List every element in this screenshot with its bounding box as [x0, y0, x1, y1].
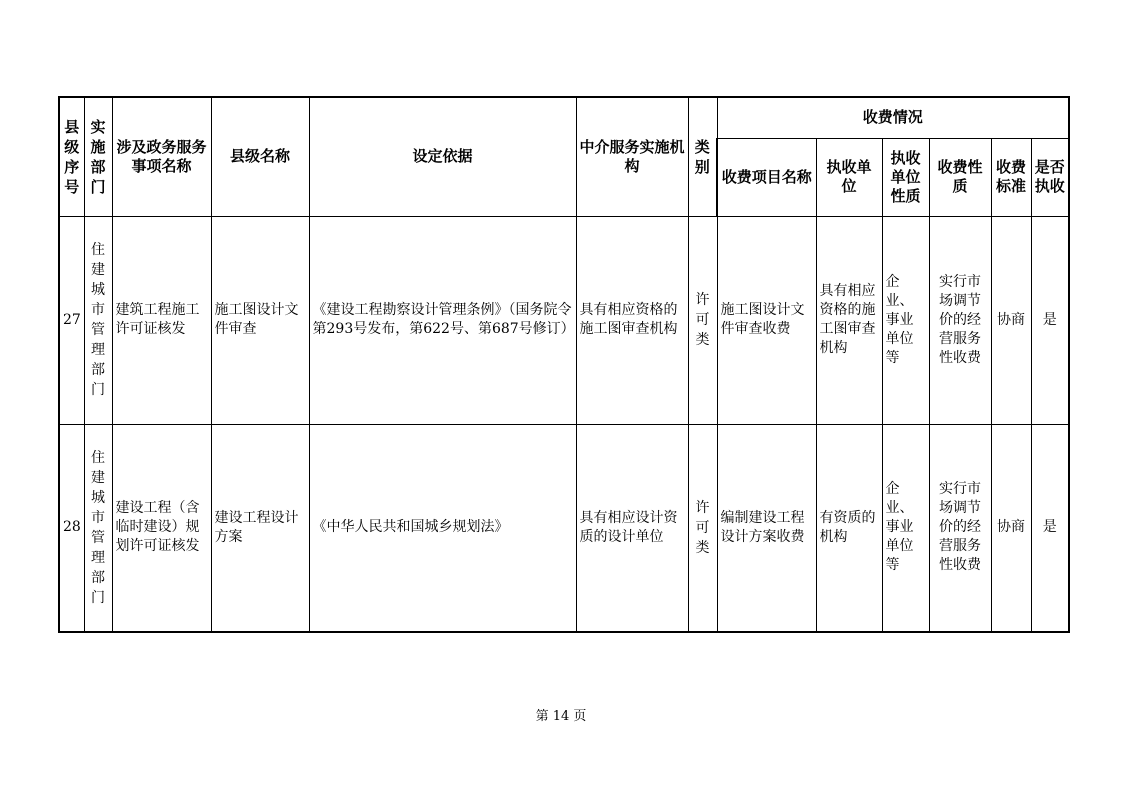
- cell-exec-unit: 有资质的机构: [816, 424, 882, 632]
- header-basis: 设定依据: [309, 97, 576, 216]
- cell-exec-nature: 企业、事业单位等: [882, 424, 929, 632]
- cell-dept: 住建城市管理部门: [84, 424, 112, 632]
- header-fee-nature: 收费性质: [929, 138, 991, 216]
- cell-category: 许可类: [688, 216, 717, 424]
- cell-is-collected: 是: [1031, 216, 1069, 424]
- cell-exec-unit: 具有相应资格的施工图审查机构: [816, 216, 882, 424]
- cell-agency: 具有相应资格的施工图审查机构: [576, 216, 688, 424]
- cell-category: 许可类: [688, 424, 717, 632]
- header-exec-unit: 执收单位: [816, 138, 882, 216]
- header-is-collected: 是否执收: [1031, 138, 1069, 216]
- cell-agency: 具有相应设计资质的设计单位: [576, 424, 688, 632]
- cell-fee-item: 编制建设工程设计方案收费: [717, 424, 816, 632]
- cell-dept: 住建城市管理部门: [84, 216, 112, 424]
- header-category: 类别: [688, 97, 717, 216]
- header-fee-standard: 收费标准: [991, 138, 1031, 216]
- page-number: 第 14 页: [535, 709, 587, 724]
- cell-fee-standard: 协商: [991, 216, 1031, 424]
- header-dept: 实施部门: [84, 97, 112, 216]
- cell-basis: 《中华人民共和国城乡规划法》: [309, 424, 576, 632]
- table-row: [59, 424, 1069, 632]
- cell-fee-nature: 实行市场调节价的经营服务性收费: [929, 216, 991, 424]
- header-item: 涉及政务服务事项名称: [112, 97, 211, 216]
- header-fee-group: 收费情况: [717, 97, 1069, 138]
- cell-seq: 27: [59, 216, 84, 424]
- cell-fee-standard: 协商: [991, 424, 1031, 632]
- cell-exec-nature: 企业、事业单位等: [882, 216, 929, 424]
- header-agency: 中介服务实施机构: [576, 97, 688, 216]
- cell-item: 建筑工程施工许可证核发: [112, 216, 211, 424]
- cell-county-name: 建设工程设计方案: [211, 424, 309, 632]
- header-county-name: 县级名称: [211, 97, 309, 216]
- cell-is-collected: 是: [1031, 424, 1069, 632]
- header-fee-item: 收费项目名称: [717, 138, 816, 216]
- cell-fee-nature: 实行市场调节价的经营服务性收费: [929, 424, 991, 632]
- cell-item: 建设工程（含临时建设）规划许可证核发: [112, 424, 211, 632]
- table-row: [59, 216, 1069, 424]
- cell-seq: 28: [59, 424, 84, 632]
- cell-county-name: 施工图设计文件审查: [211, 216, 309, 424]
- header-exec-nature: 执收单位性质: [882, 138, 929, 216]
- header-row-1: [59, 97, 1069, 138]
- fee-table: [58, 96, 1070, 633]
- header-seq: 县级序号: [59, 97, 84, 216]
- cell-basis: 《建设工程勘察设计管理条例》（国务院令第293号发布，第622号、第687号修订）: [309, 216, 576, 424]
- cell-fee-item: 施工图设计文件审查收费: [717, 216, 816, 424]
